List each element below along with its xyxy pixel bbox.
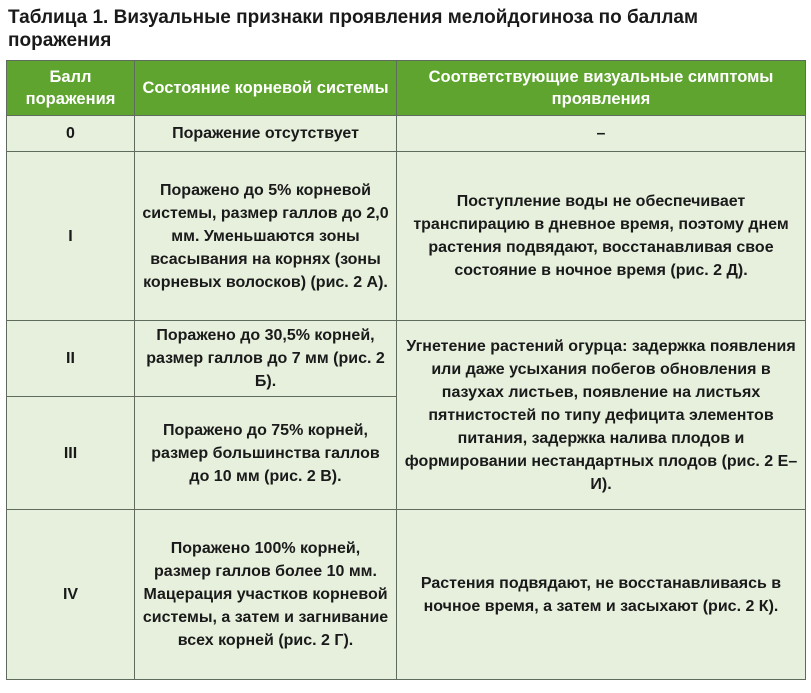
table-row xyxy=(7,321,806,397)
table-row xyxy=(7,152,806,321)
score-cell: III xyxy=(7,397,135,510)
symptoms-cell: Растения подвядают, не восстанавливаясь в ночное время, а затем и засыхают (рис. 2 К). xyxy=(397,510,806,680)
header-symptoms: Соответствующие визуальные симптомы проявления xyxy=(397,61,806,116)
symptoms-cell: Поступление воды не обеспечивает транспирацию в дневное время, поэтому днем растения подвядают, восстанавливая свое состояние в ночное время (рис. 2 Д). xyxy=(397,152,806,321)
score-cell: 0 xyxy=(7,116,135,152)
root-state-cell: Поражено до 30,5% корней, размер галлов до 7 мм (рис. 2 Б). xyxy=(135,321,397,397)
score-cell: II xyxy=(7,321,135,397)
score-cell: IV xyxy=(7,510,135,680)
header-root-state: Состояние корневой системы xyxy=(135,61,397,116)
symptoms-cell: – xyxy=(397,116,806,152)
table-title: Таблица 1. Визуальные признаки проявления мелойдогиноза по баллам поражения xyxy=(8,7,699,51)
root-state-cell: Поражено 100% корней, размер галлов более 10 мм. Мацерация участков корневой системы, а затем и загнивание всех корней (рис. 2 Г). xyxy=(135,510,397,680)
root-state-cell: Поражено до 75% корней, размер большинства галлов до 10 мм (рис. 2 В). xyxy=(135,397,397,510)
header-row xyxy=(7,61,806,116)
header-score: Балл поражения xyxy=(7,61,135,116)
symptoms-cell: Угнетение растений огурца: задержка появления или даже усыхания побегов обновления в пазухах листьев, появление на листьях пятнистостей по типу дефицита элементов питания, задержка налива плодов и формировании нестандартных плодов (рис. 2 Е–И). xyxy=(397,321,806,510)
root-state-cell: Поражение отсутствует xyxy=(135,116,397,152)
table-row xyxy=(7,510,806,680)
lesion-score-table xyxy=(6,60,806,680)
score-cell: I xyxy=(7,152,135,321)
table-row xyxy=(7,116,806,152)
root-state-cell: Поражено до 5% корневой системы, размер галлов до 2,0 мм. Уменьшаются зоны всасывания на корнях (зоны корневых волосков) (рис. 2 А). xyxy=(135,152,397,321)
